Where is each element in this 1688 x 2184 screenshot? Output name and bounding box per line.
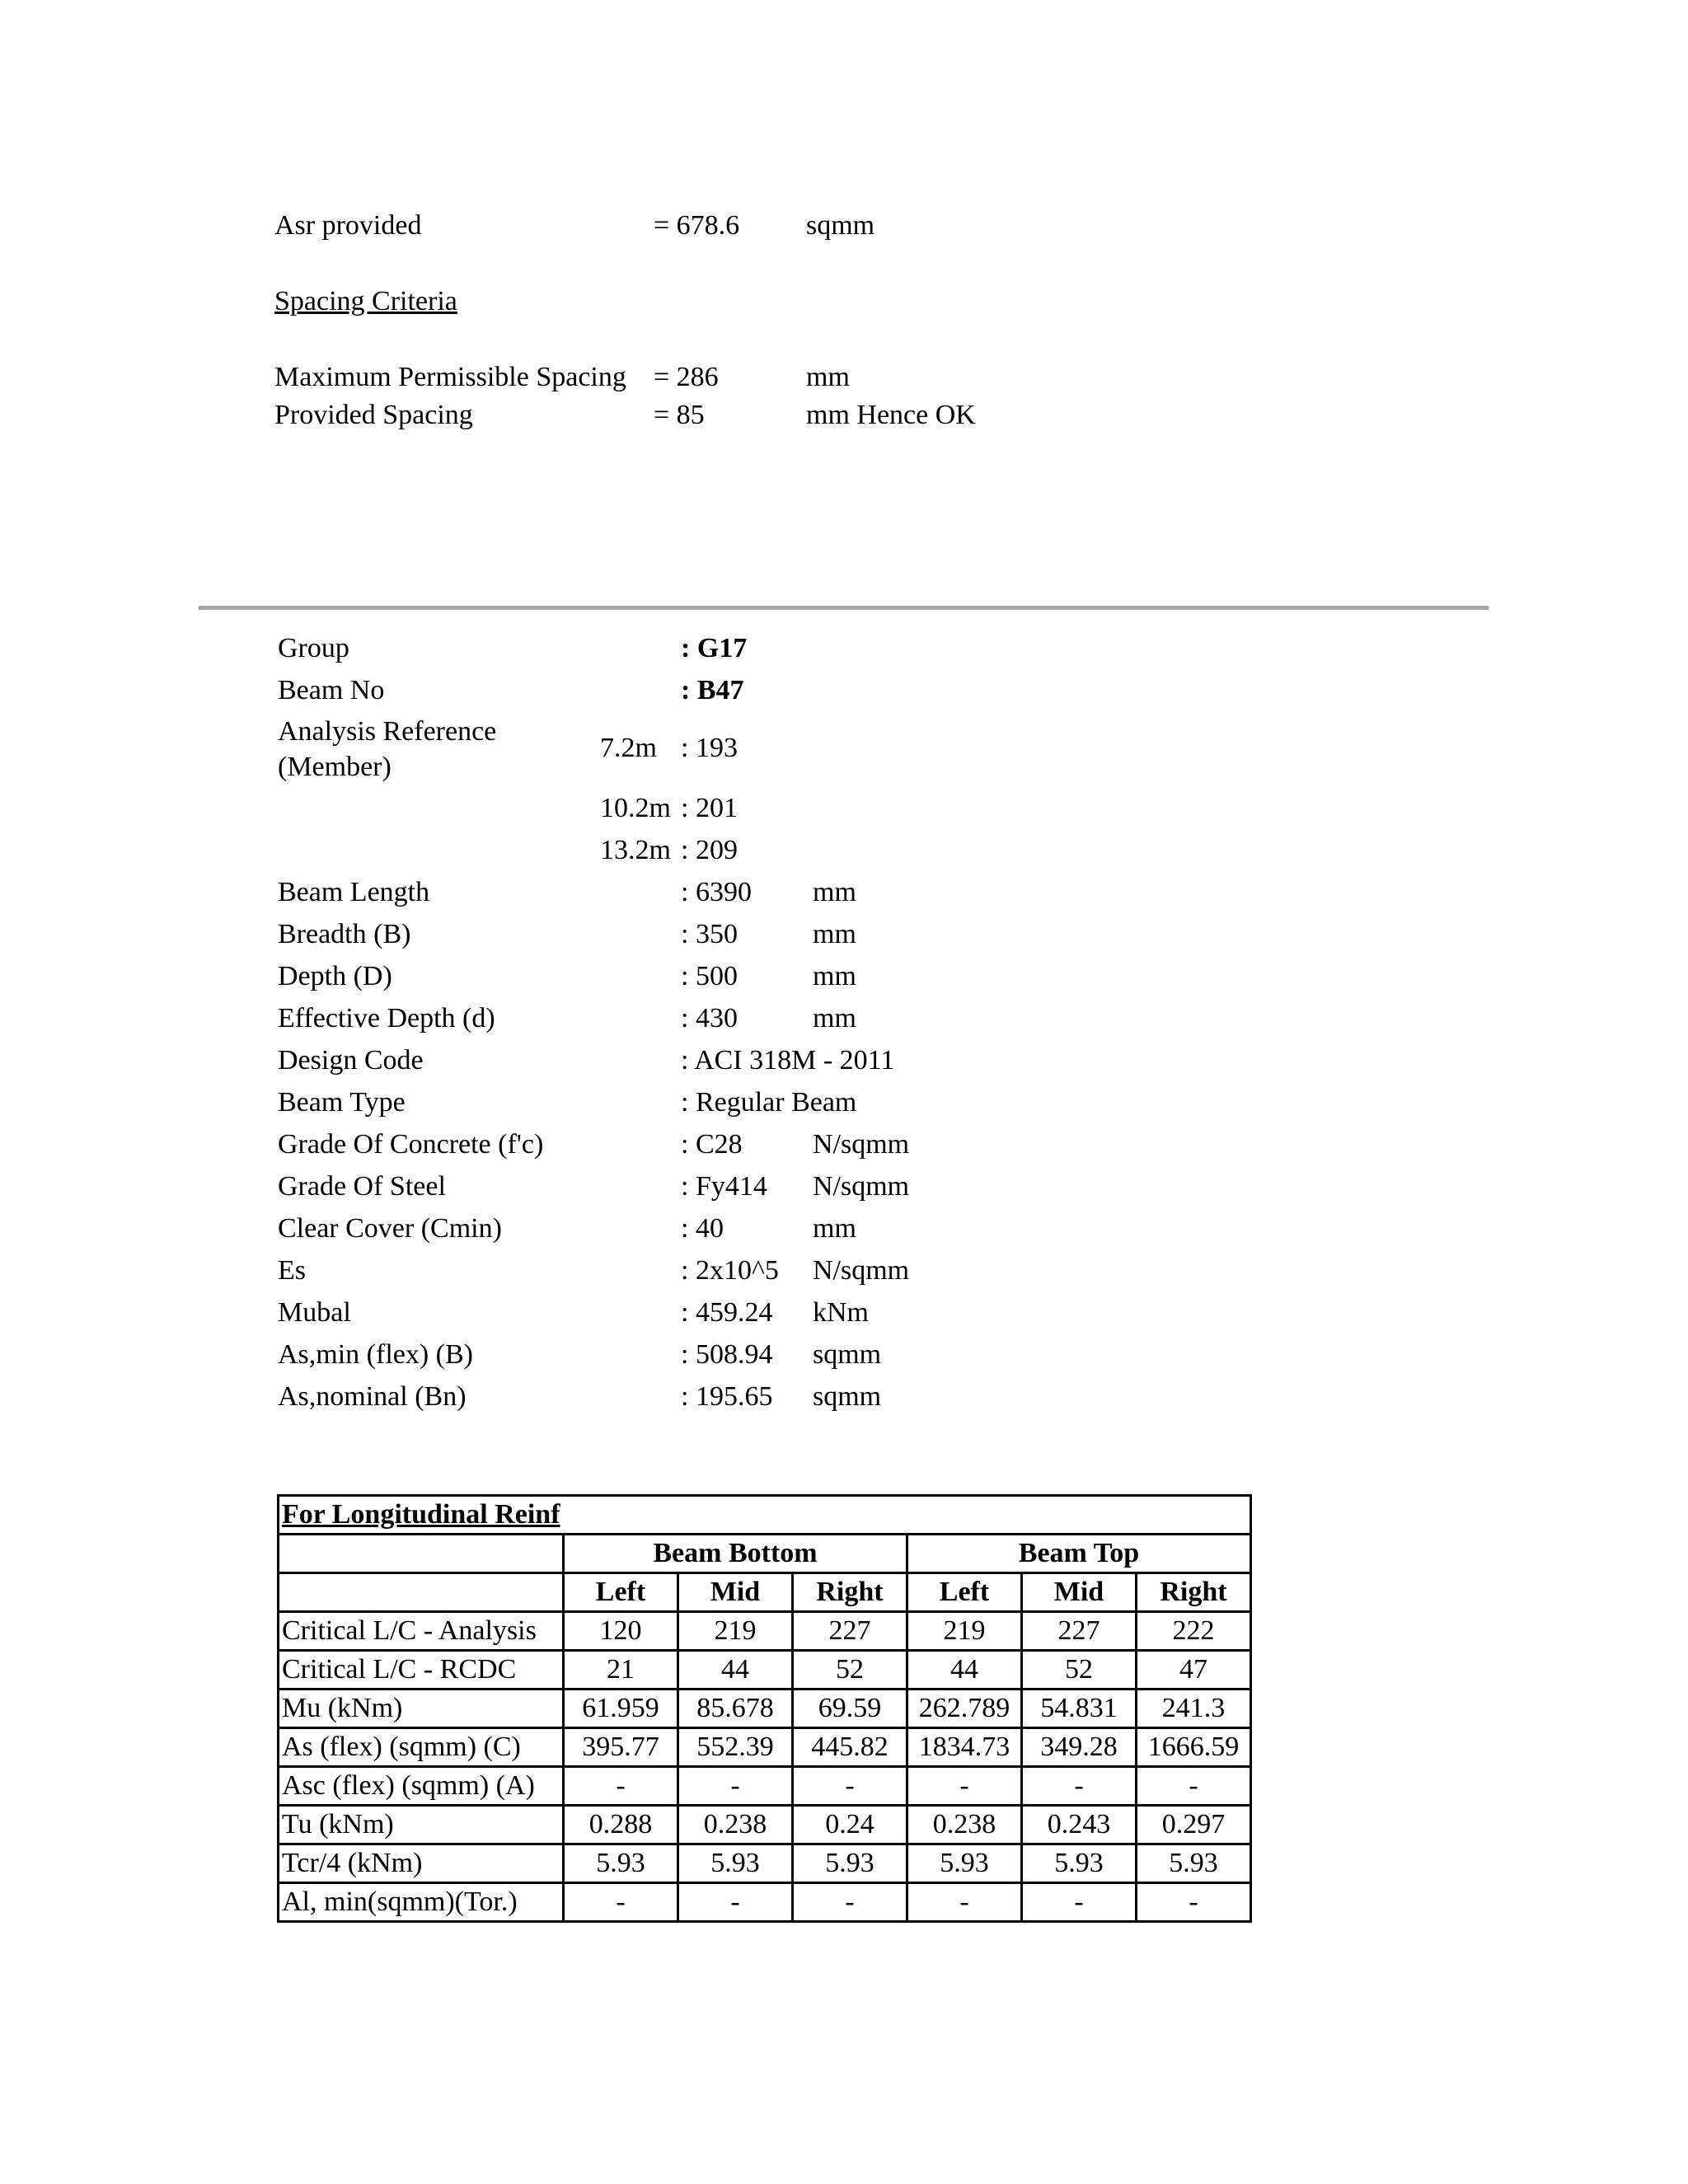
table-cell: 219: [678, 1612, 793, 1651]
property-value: : C28: [681, 1129, 743, 1160]
row-label: Al, min(sqmm)(Tor.): [279, 1883, 564, 1922]
row-label: Asc (flex) (sqmm) (A): [279, 1767, 564, 1806]
max-spacing-label: Maximum Permissible Spacing: [274, 362, 626, 392]
table-cell: 222: [1137, 1612, 1251, 1651]
property-unit: N/sqmm: [813, 1171, 910, 1202]
table-cell: 0.297: [1137, 1806, 1251, 1844]
table-cell: 0.243: [1022, 1806, 1137, 1844]
property-value: : 6390: [681, 877, 752, 907]
property-label: Grade Of Concrete (f'c): [278, 1129, 544, 1160]
table-cell: 1834.73: [907, 1728, 1022, 1767]
table-cell: 52: [793, 1651, 907, 1690]
column-header: Left: [907, 1573, 1022, 1612]
provided-spacing-label: Provided Spacing: [274, 400, 473, 430]
table-cell: 5.93: [793, 1844, 907, 1883]
table-cell: 54.831: [1022, 1690, 1137, 1728]
row-label: As (flex) (sqmm) (C): [279, 1728, 564, 1767]
table-cell: 262.789: [907, 1690, 1022, 1728]
property-label: As,min (flex) (B): [278, 1339, 474, 1370]
max-spacing-value: = 286: [654, 362, 719, 392]
beam-top-header: Beam Top: [907, 1535, 1251, 1573]
table-cell: -: [564, 1767, 678, 1806]
group-value: : G17: [681, 633, 748, 663]
table-cell: 1666.59: [1137, 1728, 1251, 1767]
table-cell: 227: [793, 1612, 907, 1651]
property-unit: mm: [813, 919, 856, 949]
max-spacing-unit: mm: [806, 362, 850, 392]
table-cell: 241.3: [1137, 1690, 1251, 1728]
table-cell: 52: [1022, 1651, 1137, 1690]
table-cell: 120: [564, 1612, 678, 1651]
table-cell: 0.238: [907, 1806, 1022, 1844]
table-cell: 69.59: [793, 1690, 907, 1728]
property-label: Effective Depth (d): [278, 1003, 495, 1033]
column-header: Right: [793, 1573, 907, 1612]
property-label: Depth (D): [278, 961, 392, 991]
table-row: [279, 1612, 1251, 1651]
property-value: : 350: [681, 919, 738, 949]
provided-spacing-unit: mm Hence OK: [806, 400, 976, 430]
property-unit: mm: [813, 961, 856, 991]
table-row: [279, 1844, 1251, 1883]
property-unit: N/sqmm: [813, 1255, 910, 1286]
table-title: For Longitudinal Reinf: [279, 1496, 1251, 1535]
analysis-ref-label-1: Analysis Reference: [278, 716, 497, 747]
table-cell: -: [678, 1767, 793, 1806]
property-label: Beam Length: [278, 877, 430, 907]
property-value: : Regular Beam: [681, 1087, 857, 1118]
property-value: : ACI 318M - 2011: [681, 1045, 895, 1076]
table-row: [279, 1767, 1251, 1806]
ref-member: : 193: [681, 733, 738, 763]
row-label: Critical L/C - Analysis: [279, 1612, 564, 1651]
table-cell: 5.93: [907, 1844, 1022, 1883]
provided-spacing-value: = 85: [654, 400, 705, 430]
property-unit: kNm: [813, 1297, 869, 1328]
spacing-heading: Spacing Criteria: [274, 286, 457, 316]
property-value: : 40: [681, 1213, 724, 1244]
table-cell: -: [793, 1883, 907, 1922]
table-cell: -: [678, 1883, 793, 1922]
table-cell: 5.93: [564, 1844, 678, 1883]
ref-level: 10.2m: [600, 793, 671, 823]
property-value: : 430: [681, 1003, 738, 1033]
row-label: Mu (kNm): [279, 1690, 564, 1728]
column-header: Mid: [678, 1573, 793, 1612]
property-label: Beam Type: [278, 1087, 406, 1118]
property-unit: sqmm: [813, 1381, 882, 1412]
table-cell: 21: [564, 1651, 678, 1690]
beam-no-value: : B47: [681, 675, 744, 705]
property-unit: N/sqmm: [813, 1129, 910, 1160]
property-unit: mm: [813, 1003, 856, 1033]
table-cell: 0.288: [564, 1806, 678, 1844]
table-row: [279, 1651, 1251, 1690]
row-label: Tcr/4 (kNm): [279, 1844, 564, 1883]
property-unit: mm: [813, 1213, 856, 1244]
table-cell: 44: [907, 1651, 1022, 1690]
property-label: Breadth (B): [278, 919, 411, 949]
column-header: Right: [1137, 1573, 1251, 1612]
table-cell: 227: [1022, 1612, 1137, 1651]
blank-cell: [279, 1535, 564, 1573]
ref-member: : 201: [681, 793, 738, 823]
asr-unit: sqmm: [806, 210, 875, 241]
property-value: : 508.94: [681, 1339, 773, 1370]
ref-member: : 209: [681, 835, 738, 865]
table-cell: 349.28: [1022, 1728, 1137, 1767]
table-cell: 0.238: [678, 1806, 793, 1844]
table-cell: 219: [907, 1612, 1022, 1651]
table-cell: 0.24: [793, 1806, 907, 1844]
property-label: Clear Cover (Cmin): [278, 1213, 502, 1244]
property-value: : 500: [681, 961, 738, 991]
table-cell: -: [1137, 1883, 1251, 1922]
table-cell: 5.93: [1137, 1844, 1251, 1883]
ref-level: 7.2m: [600, 733, 657, 763]
table-cell: -: [1022, 1883, 1137, 1922]
column-header: Mid: [1022, 1573, 1137, 1612]
beam-no-label: Beam No: [278, 675, 385, 705]
table-cell: 395.77: [564, 1728, 678, 1767]
beam-bottom-header: Beam Bottom: [564, 1535, 907, 1573]
table-cell: 44: [678, 1651, 793, 1690]
table-row: [279, 1806, 1251, 1844]
table-row: [279, 1690, 1251, 1728]
property-value: : 195.65: [681, 1381, 773, 1412]
property-label: As,nominal (Bn): [278, 1381, 467, 1412]
table-cell: -: [1137, 1767, 1251, 1806]
property-unit: sqmm: [813, 1339, 882, 1370]
property-label: Design Code: [278, 1045, 424, 1076]
property-unit: mm: [813, 877, 856, 907]
property-value: : 2x10^5: [681, 1255, 779, 1286]
property-value: : Fy414: [681, 1171, 767, 1202]
table-cell: 552.39: [678, 1728, 793, 1767]
property-label: Grade Of Steel: [278, 1171, 446, 1202]
table-cell: -: [564, 1883, 678, 1922]
group-label: Group: [278, 633, 349, 663]
table-cell: 61.959: [564, 1690, 678, 1728]
table-cell: 47: [1137, 1651, 1251, 1690]
table-cell: -: [1022, 1767, 1137, 1806]
analysis-ref-label-2: (Member): [278, 752, 392, 782]
table-row: [279, 1728, 1251, 1767]
section-divider: [199, 606, 1489, 610]
ref-level: 13.2m: [600, 835, 671, 865]
table-cell: -: [907, 1767, 1022, 1806]
table-row: [279, 1883, 1251, 1922]
property-label: Es: [278, 1255, 306, 1286]
row-label: Tu (kNm): [279, 1806, 564, 1844]
asr-value: = 678.6: [654, 210, 740, 241]
property-label: Mubal: [278, 1297, 351, 1328]
table-cell: 5.93: [1022, 1844, 1137, 1883]
blank-cell: [279, 1573, 564, 1612]
property-value: : 459.24: [681, 1297, 773, 1328]
table-cell: -: [793, 1767, 907, 1806]
column-header: Left: [564, 1573, 678, 1612]
row-label: Critical L/C - RCDC: [279, 1651, 564, 1690]
table-cell: 445.82: [793, 1728, 907, 1767]
table-cell: -: [907, 1883, 1022, 1922]
table-cell: 85.678: [678, 1690, 793, 1728]
asr-label: Asr provided: [274, 210, 422, 241]
table-cell: 5.93: [678, 1844, 793, 1883]
longitudinal-reinf-table: [277, 1494, 1252, 1923]
